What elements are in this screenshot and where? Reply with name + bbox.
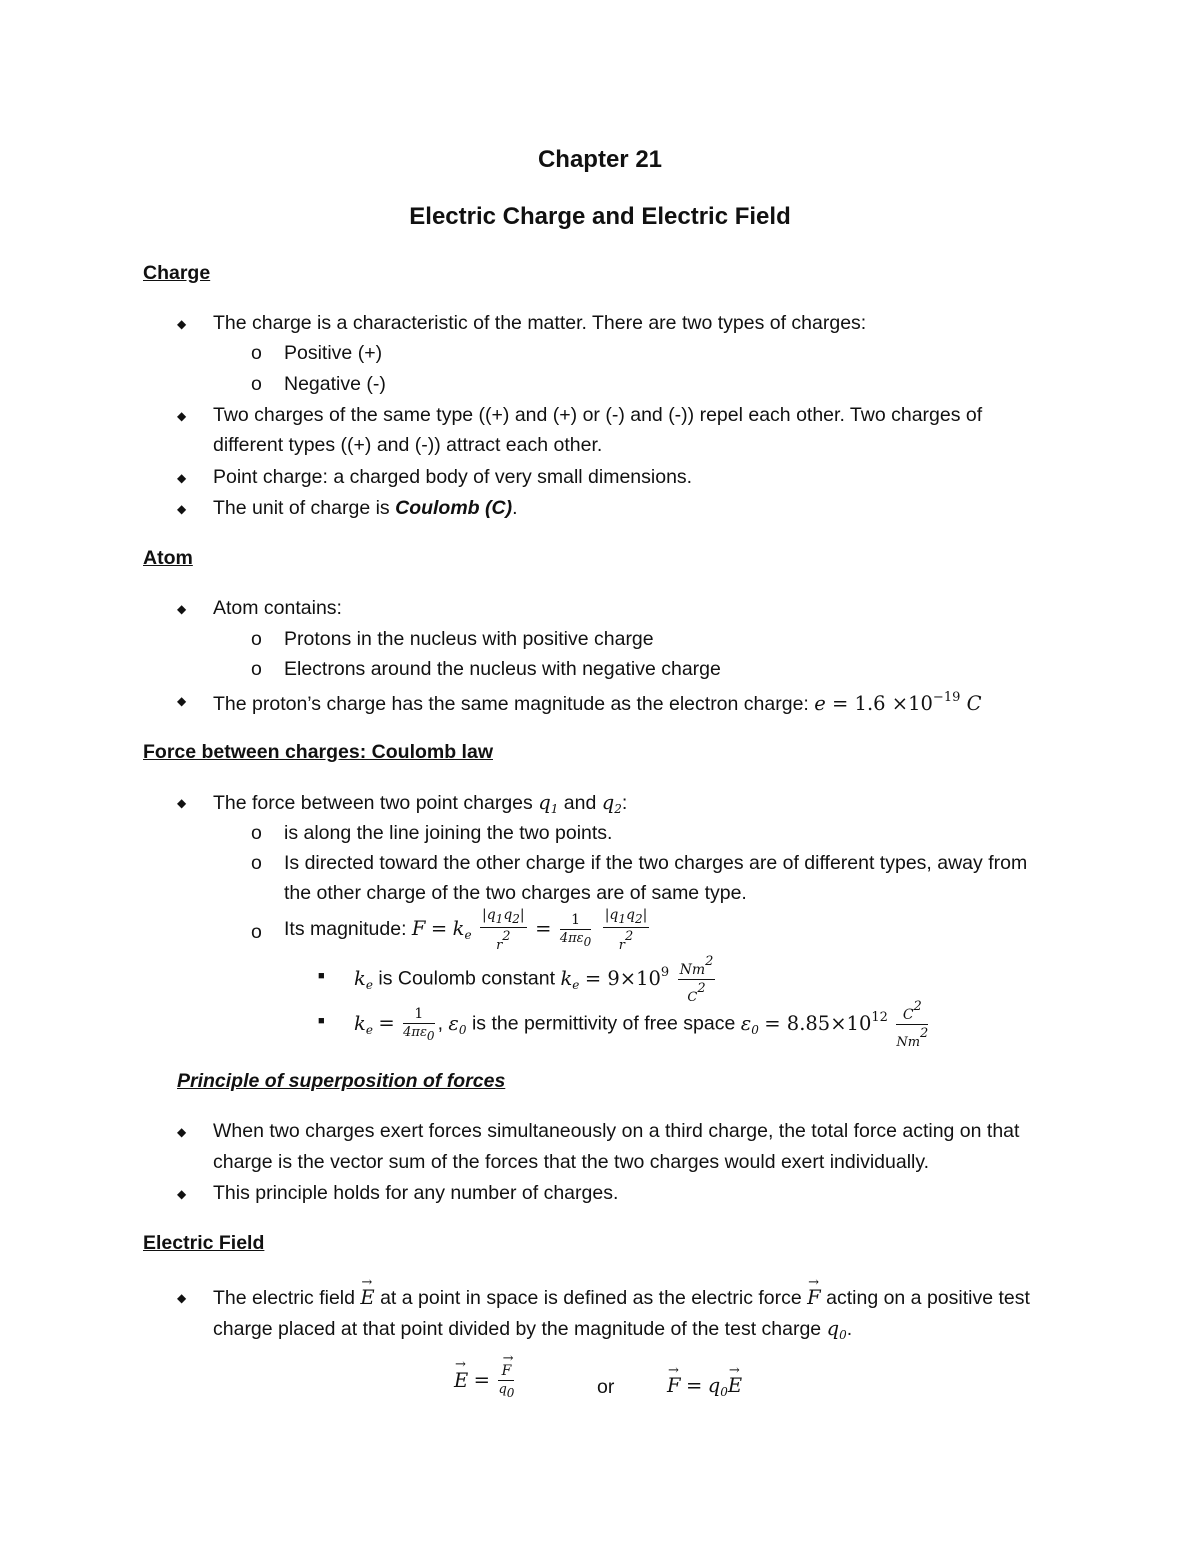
charge-bullet-3: Point charge: a charged body of very small dimensions. (213, 466, 693, 488)
sub-bullet-icon: o (251, 373, 262, 395)
coulomb-unit: Coulomb (C) (395, 497, 513, 519)
charge-bullet-4: The unit of charge is Coulomb (C). (213, 497, 518, 519)
superposition-bullet-1-line1: When two charges exert forces simultaneously on a third charge, the total force acting on that (213, 1120, 1020, 1142)
square-bullet-icon: ■ (318, 970, 325, 982)
section-heading-atom: Atom (143, 547, 193, 569)
bullet-icon: ◆ (177, 317, 187, 331)
bullet-icon: ◆ (177, 1291, 187, 1305)
permittivity-line: $k_e$ = $\frac{1}{4\pi\varepsilon 0}$ , $\varepsilon_0$ is the permittivity of free space $\varepsilon_0 = 8.85\times 10^{12}$ $\frac{C2}{Nm2}$ (354, 999, 929, 1050)
field-definition-equation: → E = → $\frac{F}{q0}$ (454, 1364, 517, 1399)
superposition-bullet-2: This principle holds for any number of charges. (213, 1182, 619, 1204)
coulomb-bullet-1: The force between two point charges $q_1$ and $q_2$: (213, 791, 628, 816)
atom-bullet-1: Atom contains: (213, 597, 342, 619)
bullet-icon: ◆ (177, 1125, 187, 1139)
sub-bullet-icon: o (251, 921, 262, 943)
atom-bullet-2: The proton’s charge has the same magnitude as the electron charge: $e = 1.6 \times 10^{-19}$ C (213, 690, 982, 715)
sub-bullet-icon: o (251, 342, 262, 364)
charge-bullet-2-line2: different types ((+) and (-)) attract each other. (213, 434, 603, 456)
superposition-bullet-1-line2: charge is the vector sum of the forces that the two charges would exert individually. (213, 1151, 930, 1173)
bullet-icon: ◆ (177, 694, 187, 708)
bullet-icon: ◆ (177, 602, 187, 616)
field-bullet-line1: The electric field → E at a point in space is defined as the electric force → F acting on a positive test (213, 1288, 1030, 1309)
section-heading-charge: Charge (143, 262, 211, 284)
chapter-title: Chapter 21 (537, 146, 663, 173)
coulomb-sub-1: is along the line joining the two points. (284, 822, 613, 844)
coulomb-sub-2-line1: Is directed toward the other charge if the two charges are of different types, away from (284, 852, 1028, 874)
page-subtitle: Electric Charge and Electric Field (409, 203, 791, 230)
atom-sub-electrons: Electrons around the nucleus with negative charge (284, 658, 721, 680)
charge-sub-negative: Negative (-) (284, 373, 386, 395)
section-heading-coulomb-law: Force between charges: Coulomb law (143, 741, 493, 763)
bullet-icon: ◆ (177, 1187, 187, 1201)
charge-sub-positive: Positive (+) (284, 342, 383, 364)
sub-bullet-icon: o (251, 628, 262, 650)
bullet-icon: ◆ (177, 409, 187, 423)
bullet-icon: ◆ (177, 502, 187, 516)
coulomb-constant-fraction: $\frac{1}{4\pi\varepsilon 0}$ (559, 911, 592, 949)
coulomb-constant-line: $k_e$ is Coulomb constant $k_e = 9\times 10^9$ $\frac{Nm2}{C2}$ (354, 954, 714, 1005)
coulomb-fraction: $\frac{|q1q2|}{r2}$ (481, 907, 525, 953)
field-bullet-line2: charge placed at that point divided by the magnitude of the test charge $q_0$. (213, 1317, 853, 1342)
charge-bullet-1: The charge is a characteristic of the matter. There are two types of charges: (213, 312, 867, 334)
bullet-icon: ◆ (177, 796, 187, 810)
section-heading-electric-field: Electric Field (143, 1232, 265, 1254)
sub-bullet-icon: o (251, 822, 262, 844)
square-bullet-icon: ■ (318, 1015, 325, 1027)
sub-bullet-icon: o (251, 658, 262, 680)
electron-charge-formula: $e = 1.6 \times 10^{-19}$ C (814, 690, 982, 715)
charge-bullet-2-line1: Two charges of the same type ((+) and (+) or (-) and (-)) repel each other. Two charges of (213, 404, 983, 426)
or-label: or (597, 1376, 615, 1398)
bullet-icon: ◆ (177, 471, 187, 485)
section-heading-superposition: Principle of superposition of forces (177, 1070, 506, 1092)
force-field-equation: → $F = q_0\to E$ (667, 1376, 742, 1398)
sub-bullet-icon: o (251, 852, 262, 874)
atom-sub-protons: Protons in the nucleus with positive charge (284, 628, 654, 650)
coulomb-sub-2-line2: the other charge of the two charges are of same type. (284, 882, 747, 904)
coulomb-magnitude: Its magnitude: $F = k_e$ $\frac{|q1q2|}{r2}$ = $\frac{1}{4\pi\varepsilon 0}$ $\frac{|q1q2|}{r2}$ (284, 907, 648, 953)
